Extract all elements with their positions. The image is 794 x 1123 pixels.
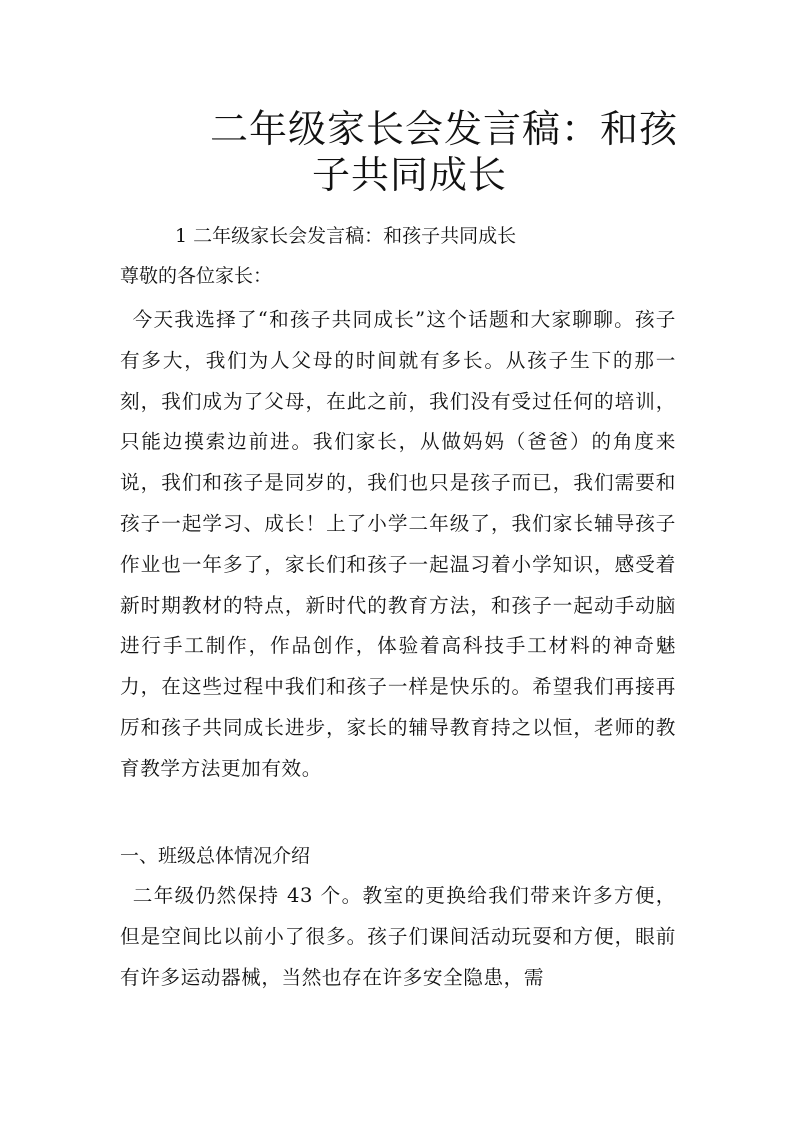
paragraph-intro-text: 今天我选择了“和孩子共同成长”这个话题和大家聊聊。孩子有多大，我们为人父母的时间就有多长。从孩子生下的那一刻，我们成为了父母，在此之前，我们没有受过任何的培训，只能边摸索边前进。我们家长，从做妈妈（爸爸）的角度来说，我们和孩子是同岁的，我们也只是孩子而已，我们需要和孩子一起学习、成长！上了小学二年级了，我们家长辅导孩子作业也一年多了，家长们和孩子一起温习着小学知识，感受着新时期教材的特点，新时代的教育方法，和孩子一起动手动脑进行手工制作，作品创作，体验着高科技手工材料的神奇魅力，在这些过程中我们和孩子一样是快乐的。希望我们再接再厉和孩子共同成长进步，家长的辅导教育持之以恒，老师的教育教学方法更加有效。 bbox=[120, 308, 676, 780]
paragraph-intro bbox=[120, 300, 676, 790]
document-title-line-1: 二年级家长会发言稿：和孩 bbox=[210, 107, 679, 151]
document-title-line-2: 子共同成长 bbox=[312, 153, 508, 197]
section-heading: 一、班级总体情况介绍 bbox=[120, 845, 311, 867]
paragraph-class-overview bbox=[120, 876, 676, 998]
paragraph-class-overview-text: 二年级仍然保持 43 个。教室的更换给我们带来许多方便，但是空间比以前小了很多。孩子们课间活动玩耍和方便，眼前有许多运动器械，当然也存在许多安全隐患，需 bbox=[120, 884, 676, 989]
document-subtitle: 1 二年级家长会发言稿：和孩子共同成长 bbox=[175, 225, 517, 247]
greeting: 尊敬的各位家长： bbox=[120, 265, 273, 287]
